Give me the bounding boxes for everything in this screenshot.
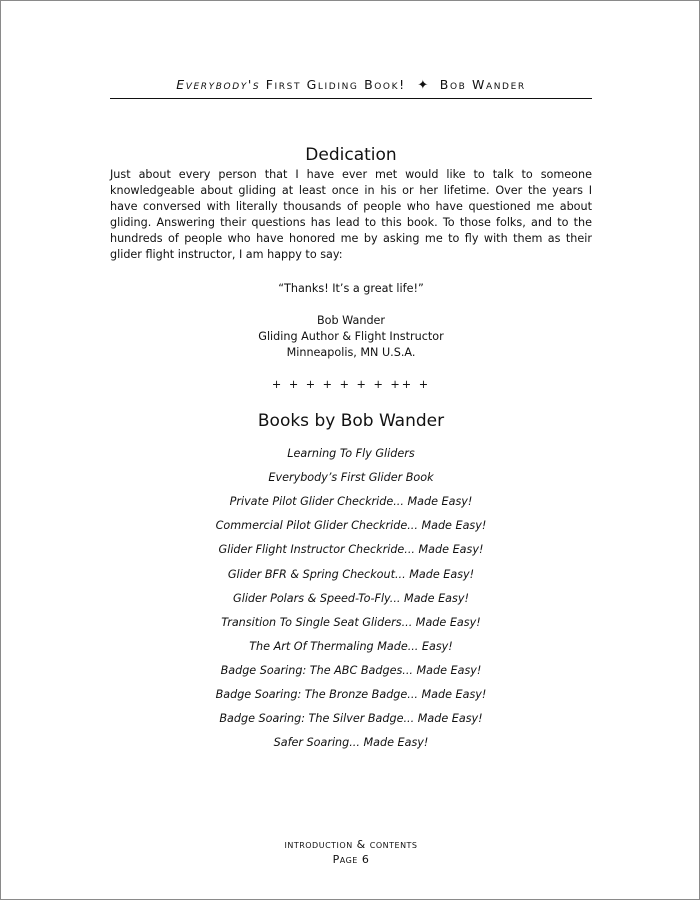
list-item: Badge Soaring: The Bronze Badge... Made Easy! xyxy=(215,688,487,702)
footer-section: introduction & contents xyxy=(284,838,418,851)
list-item: Glider Flight Instructor Checkride... Made Easy! xyxy=(218,543,484,557)
list-item: Badge Soaring: The Silver Badge... Made Easy! xyxy=(219,712,483,726)
list-item: Badge Soaring: The ABC Badges... Made Easy! xyxy=(220,663,482,677)
header-title-lead: Everybody's xyxy=(176,77,261,92)
list-item: Everybody’s First Glider Book xyxy=(268,471,434,485)
signature-location: Minneapolis, MN U.S.A. xyxy=(286,346,416,359)
page-content xyxy=(110,144,592,759)
list-item: The Art Of Thermaling Made... Easy! xyxy=(249,639,453,653)
section-divider: + + + + + + + ++ + xyxy=(271,378,431,391)
list-item: Transition To Single Seat Gliders... Made Easy! xyxy=(221,615,481,629)
books-title: Books by Bob Wander xyxy=(257,411,445,431)
header-title-rest: First Gliding Book! xyxy=(265,77,406,92)
list-item: Safer Soaring... Made Easy! xyxy=(273,736,429,750)
signature-name: Bob Wander xyxy=(316,314,386,327)
page-number: Page 6 xyxy=(332,853,370,866)
list-item: Commercial Pilot Glider Checkride... Made Easy! xyxy=(215,519,487,533)
dedication-paragraph: Just about every person that I have ever met would like to talk to someone knowledgeable about gliding at least once in his or her lifetime. Over the years I have conversed with literally thousands of people who have questioned me about gliding. Answering their questions has lead to this book. To those folks, and to the hundreds of people who have honored me by asking me to fly with them as their glider flight instructor, I am happy to say: xyxy=(110,168,592,261)
star-separator-icon: ✦ xyxy=(417,78,429,93)
dedication-quote: “Thanks! It’s a great life!” xyxy=(278,282,424,295)
list-item: Glider BFR & Spring Checkout... Made Easy! xyxy=(227,567,475,581)
list-item: Private Pilot Glider Checkride... Made Easy! xyxy=(229,495,473,509)
page-footer xyxy=(110,837,592,867)
signature-block xyxy=(110,313,592,361)
list-item: Learning To Fly Gliders xyxy=(287,447,415,461)
list-item: Glider Polars & Speed-To-Fly... Made Easy! xyxy=(233,591,469,605)
header-author: Bob Wander xyxy=(439,77,526,92)
dedication-title: Dedication xyxy=(305,145,397,165)
book-list xyxy=(110,446,592,751)
signature-role: Gliding Author & Flight Instructor xyxy=(258,330,444,343)
running-header xyxy=(110,76,592,99)
